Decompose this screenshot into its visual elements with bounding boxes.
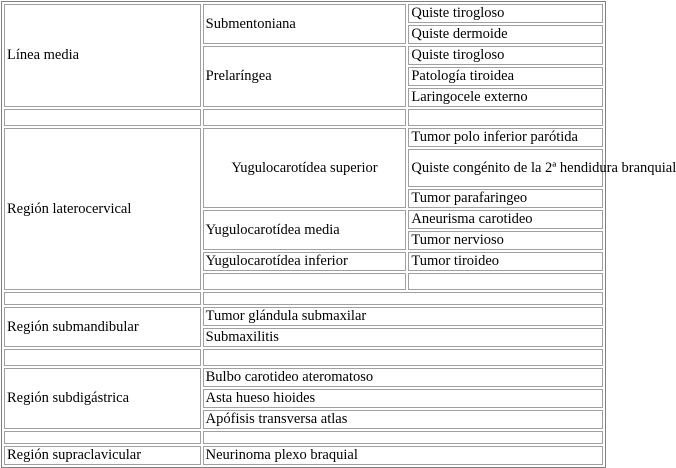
region-label-subdigastrica: Región subdigástrica [4,368,201,429]
diagnosis-cell: Bulbo carotideo ateromatoso [203,368,603,387]
diagnosis-cell: Patología tiroidea [408,67,603,86]
region-label-laterocervical: Región laterocervical [4,128,201,290]
region-label-linea-media: Línea media [4,4,201,107]
diagnosis-cell: Quiste dermoide [408,25,603,44]
empty-cell [203,273,407,290]
diagnosis-cell: Tumor nervioso [408,231,603,250]
empty-cell [203,349,603,366]
spacer-row [4,292,603,305]
subregion-prelaringea: Prelaríngea [203,46,407,107]
empty-cell [4,109,201,126]
cervical-mass-differential-table [1,1,676,468]
diagnosis-cell: Neurinoma plexo braquial [203,446,603,465]
diagnosis-cell: Quiste congénito de la 2ª hendidura branquial [408,149,603,187]
empty-cell [203,292,603,305]
table-row [4,307,603,326]
empty-cell [4,292,201,305]
empty-cell [4,349,201,366]
empty-cell [408,109,603,126]
diagnosis-cell: Tumor tiroideo [408,252,603,271]
spacer-row [4,431,603,444]
region-label-supraclavicular: Región supraclavicular [4,446,201,465]
diagnosis-cell: Laringocele externo [408,88,603,107]
spacer-row [4,109,603,126]
subregion-yugulocarotidea-inferior: Yugulocarotídea inferior [203,252,407,271]
diagnosis-cell: Aneurisma carotideo [408,210,603,229]
diagnosis-cell: Tumor glándula submaxilar [203,307,603,326]
diagnosis-cell: Quiste tirogloso [408,4,603,23]
diagnosis-cell: Tumor polo inferior parótida [408,128,603,147]
empty-cell [203,109,407,126]
diagnosis-cell: Submaxilitis [203,328,603,347]
diagnosis-cell: Tumor parafaringeo [408,189,603,208]
table-row [4,4,603,23]
subregion-submentoniana: Submentoniana [203,4,407,44]
diagnosis-cell: Apófisis transversa atlas [203,410,603,429]
empty-cell [203,431,603,444]
subregion-yugulocarotidea-media: Yugulocarotídea media [203,210,407,250]
empty-cell [4,431,201,444]
empty-cell [408,273,603,290]
subregion-yugulocarotidea-superior: Yugulocarotídea superior [203,128,407,208]
spacer-row [4,349,603,366]
table-row [4,128,603,147]
table-row [4,368,603,387]
region-label-submandibular: Región submandibular [4,307,201,347]
diagnosis-cell: Asta hueso hioides [203,389,603,408]
diagnosis-cell: Quiste tirogloso [408,46,603,65]
table-row [4,446,603,465]
